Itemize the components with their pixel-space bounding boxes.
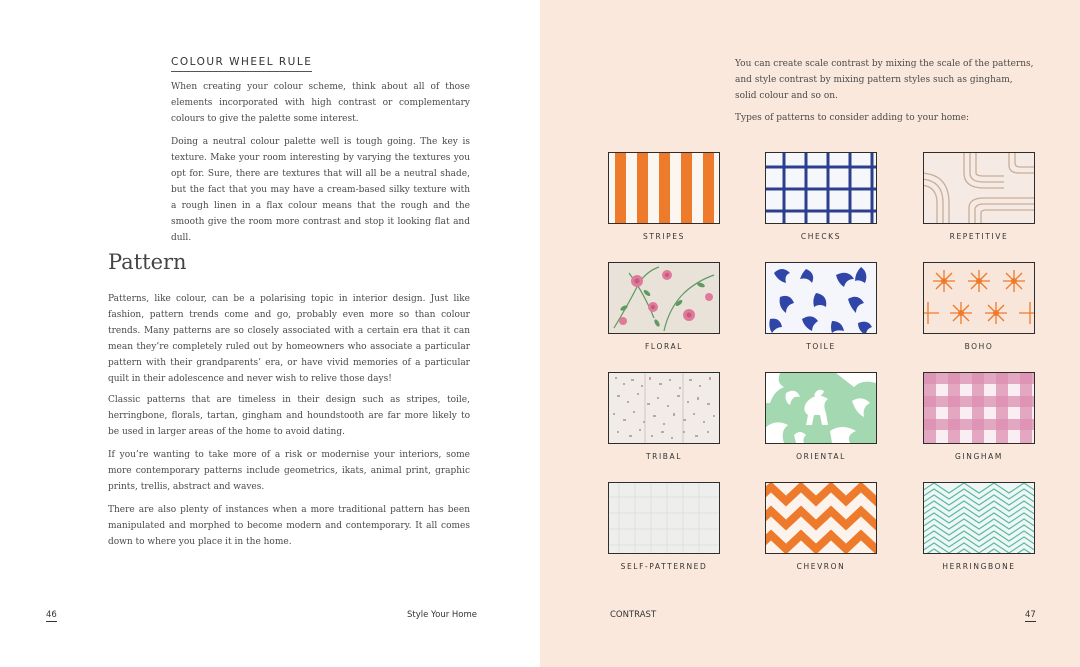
- section-title: CONTRAST: [610, 610, 657, 620]
- pattern-tile-toile: [765, 262, 877, 351]
- pattern-tile-self-patterned: [608, 482, 720, 571]
- intro-paragraph-2: Types of patterns to consider adding to your home:: [735, 113, 970, 123]
- stripes-swatch-icon: [608, 152, 720, 224]
- pattern-tile-repetitive: [923, 152, 1035, 241]
- pattern-tile-gingham: [923, 372, 1035, 461]
- pattern-label: CHEVRON: [796, 562, 846, 571]
- pattern-tile-tribal: [608, 372, 720, 461]
- boho-swatch-icon: [923, 262, 1035, 334]
- pattern-tile-herringbone: [923, 482, 1035, 571]
- checks-swatch-icon: [765, 152, 877, 224]
- intro-paragraph-1: You can create scale contrast by mixing the scale of the patterns, and style contrast by mixing pattern styles such as gingham, solid colour and so on.: [735, 59, 1034, 101]
- gingham-swatch-icon: [923, 372, 1035, 444]
- colour-wheel-heading: COLOUR WHEEL RULE: [171, 56, 312, 72]
- pattern-tile-oriental: [765, 372, 877, 461]
- pattern-heading: Pattern: [108, 250, 187, 274]
- pattern-label: FLORAL: [645, 342, 683, 351]
- colour-wheel-paragraph-2: Doing a neutral colour palette well is tough going. The key is texture. Make your room interesting by varying the textures you opt for. Sure, there are textures that will all be a neutral shade, but the fact that you may have a cream-based silky texture with a rough linen in a flax colour means that the rough and the smooth give the room more contrast and stop it looking flat and dull.: [171, 137, 470, 243]
- floral-swatch-icon: [608, 262, 720, 334]
- toile-swatch-icon: [765, 262, 877, 334]
- pattern-paragraph-3: If you’re wanting to take more of a risk or modernise your interiors, some more contemporary patterns include geometrics, ikats, animal print, graphic prints, trellis, abstract and waves.: [108, 450, 470, 492]
- herringbone-swatch-icon: [923, 482, 1035, 554]
- colour-wheel-paragraph-1: When creating your colour scheme, think about all of those elements incorporated with high contrast or complementary colours to give the palette some interest.: [171, 82, 470, 124]
- self-patterned-swatch-icon: [608, 482, 720, 554]
- pattern-tile-checks: [765, 152, 877, 241]
- pattern-paragraph-4: There are also plenty of instances when a more traditional pattern has been manipulated and morphed to become modern and contemporary. It all comes down to where you place it in the home.: [108, 505, 470, 547]
- right-page: [540, 0, 1080, 667]
- pattern-label: GINGHAM: [955, 452, 1003, 461]
- pattern-label: TOILE: [806, 342, 836, 351]
- tribal-swatch-icon: [608, 372, 720, 444]
- repetitive-swatch-icon: [923, 152, 1035, 224]
- left-page-number: 46: [46, 610, 57, 620]
- pattern-label: CHECKS: [800, 232, 842, 241]
- pattern-tile-stripes: [608, 152, 720, 241]
- pattern-label: SELF-PATTERNED: [620, 562, 708, 571]
- right-page-number: 47: [1025, 610, 1036, 620]
- pattern-label: STRIPES: [643, 232, 685, 241]
- pattern-paragraph-2: Classic patterns that are timeless in their design such as stripes, toile, herringbone, florals, tartan, gingham and houndstooth are far more likely to be used in larger areas of the home to avoid dating.: [108, 395, 470, 437]
- pattern-paragraph-1: Patterns, like colour, can be a polarising topic in interior design. Just like fashion, pattern trends come and go, probably even more so than colour trends. Many patterns are so closely associated with a certain era that it can mean they’re completely ruled out by homeowners who associate a particular pattern with their grandparents’ era, or have vivid memories of a particular quilt in their adolescence and never wish to relive those days!: [108, 294, 470, 384]
- pattern-label: TRIBAL: [645, 452, 683, 461]
- oriental-swatch-icon: [765, 372, 877, 444]
- chevron-swatch-icon: [765, 482, 877, 554]
- pattern-label: HERRINGBONE: [942, 562, 1016, 571]
- pattern-tile-chevron: [765, 482, 877, 571]
- running-title: Style Your Home: [407, 610, 478, 620]
- pattern-label: ORIENTAL: [796, 452, 846, 461]
- pattern-tile-floral: [608, 262, 720, 351]
- pattern-label: REPETITIVE: [949, 232, 1009, 241]
- pattern-label: BOHO: [964, 342, 994, 351]
- pattern-tile-boho: [923, 262, 1035, 351]
